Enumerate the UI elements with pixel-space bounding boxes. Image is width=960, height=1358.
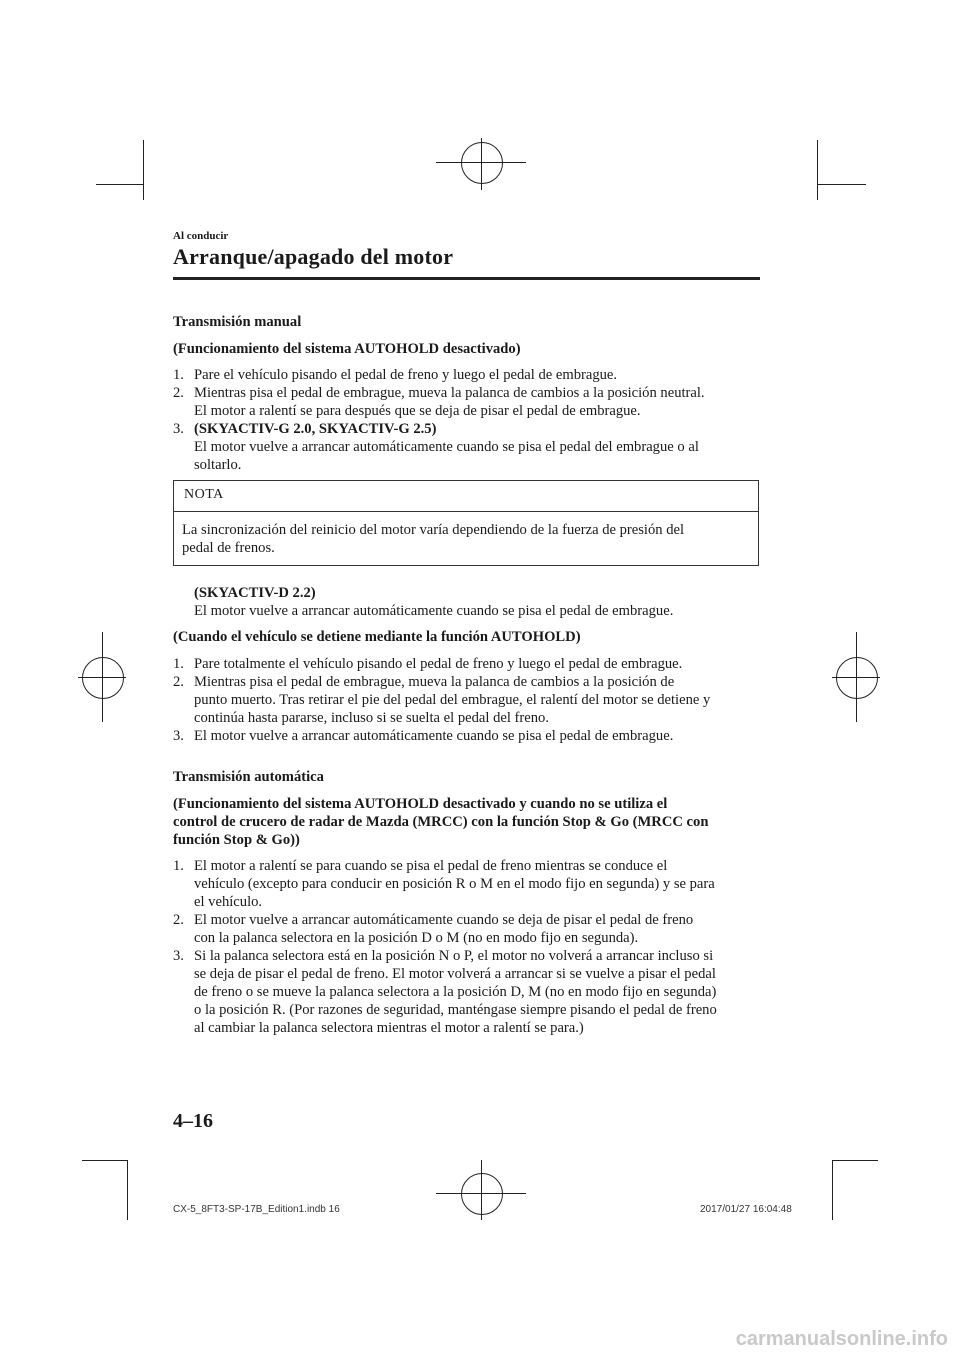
step-text: punto muerto. Tras retirar el pie del pedal del embrague, el ralentí del motor se detiene y — [194, 692, 711, 708]
step-number: 3. — [173, 728, 184, 744]
manual-subheading-autohold-off: (Funcionamiento del sistema AUTOHOLD desactivado) — [173, 341, 521, 357]
automatic-subheading: (Funcionamiento del sistema AUTOHOLD desactivado y cuando no se utiliza el — [173, 796, 668, 812]
step-number: 3. — [173, 421, 184, 437]
step-text: al cambiar la palanca selectora mientras el motor a ralentí se para.) — [194, 1020, 584, 1036]
manual-heading: Transmisión manual — [173, 314, 302, 330]
step-text: Mientras pisa el pedal de embrague, mueva la palanca de cambios a la posición neutral. — [194, 385, 705, 401]
page-title: Arranque/apagado del motor — [173, 244, 454, 269]
step-number: 2. — [173, 385, 184, 401]
note-box — [173, 480, 759, 566]
step-text: vehículo (excepto para conducir en posición R o M en el modo fijo en segunda) y se para — [194, 876, 715, 892]
print-timestamp: 2017/01/27 16:04:48 — [700, 1204, 792, 1215]
step-number: 1. — [173, 858, 184, 874]
step-text: El motor vuelve a arrancar automáticamente cuando se deja de pisar el pedal de freno — [194, 912, 694, 928]
step-text: El motor a ralentí se para cuando se pisa el pedal de freno mientras se conduce el — [194, 858, 668, 874]
automatic-subheading: control de crucero de radar de Mazda (MRCC) con la función Stop & Go (MRCC con — [173, 814, 709, 830]
engine-variant-label: (SKYACTIV-D 2.2) — [194, 585, 316, 601]
step-text: continúa hasta pararse, incluso si se suelta el pedal del freno. — [194, 710, 549, 726]
step-text: El motor a ralentí se para después que se deja de pisar el pedal de embrague. — [194, 403, 641, 419]
print-file-name: CX-5_8FT3-SP-17B_Edition1.indb 16 — [173, 1204, 340, 1215]
note-text: La sincronización del reinicio del motor varía dependiendo de la fuerza de presión del — [182, 522, 685, 538]
page-number: 4–16 — [173, 1110, 213, 1132]
step-number: 2. — [173, 674, 184, 690]
manual-subheading-autohold: (Cuando el vehículo se detiene mediante la función AUTOHOLD) — [173, 629, 581, 645]
step-text: con la palanca selectora en la posición D o M (no en modo fijo en segunda). — [194, 930, 639, 946]
step-number: 1. — [173, 656, 184, 672]
step-text: el vehículo. — [194, 894, 263, 910]
step-number: 3. — [173, 948, 184, 964]
step-text: Si la palanca selectora está en la posición N o P, el motor no volverá a arrancar incluso si — [194, 948, 714, 964]
engine-variant-label: (SKYACTIV-G 2.0, SKYACTIV-G 2.5) — [194, 421, 437, 437]
step-text: soltarlo. — [194, 457, 242, 473]
step-text: Mientras pisa el pedal de embrague, mueva la palanca de cambios a la posición de — [194, 674, 675, 690]
step-text: o la posición R. (Por razones de seguridad, manténgase siempre pisando el pedal de freno — [194, 1002, 717, 1018]
step-text: El motor vuelve a arrancar automáticamente cuando se pisa el pedal de embrague. — [194, 728, 674, 744]
note-text: pedal de frenos. — [182, 540, 275, 556]
step-number: 1. — [173, 367, 184, 383]
watermark: carmanualsonline.info — [735, 1328, 948, 1350]
title-divider — [173, 277, 760, 280]
step-text: El motor vuelve a arrancar automáticamente cuando se pisa el pedal de embrague. — [194, 603, 674, 619]
step-text: Pare el vehículo pisando el pedal de freno y luego el pedal de embrague. — [194, 367, 618, 383]
step-text: Pare totalmente el vehículo pisando el pedal de freno y luego el pedal de embrague. — [194, 656, 683, 672]
step-text: de freno o se mueve la palanca selectora a la posición D, M (no en modo fijo en segunda) — [194, 984, 717, 1000]
step-text: El motor vuelve a arrancar automáticamente cuando se pisa el pedal del embrague o al — [194, 439, 699, 455]
automatic-subheading: función Stop & Go)) — [173, 832, 300, 848]
note-divider — [174, 511, 758, 512]
step-number: 2. — [173, 912, 184, 928]
note-title: NOTA — [184, 487, 224, 502]
step-text: se deja de pisar el pedal de freno. El motor volverá a arrancar si se vuelve a pisar el pedal — [194, 966, 716, 982]
section-label: Al conducir — [173, 230, 229, 242]
automatic-heading: Transmisión automática — [173, 769, 324, 785]
